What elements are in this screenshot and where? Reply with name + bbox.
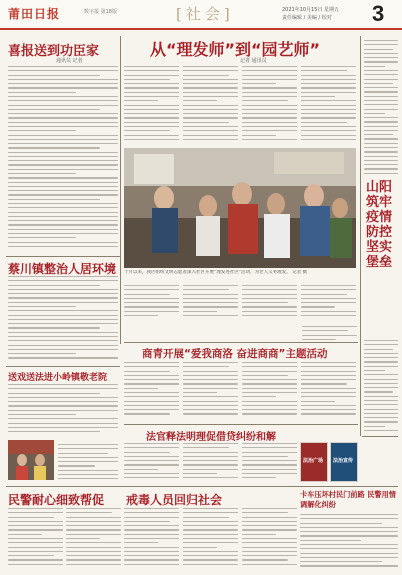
article-1-headline: 喜报送到功臣家 [8, 44, 100, 59]
vertical-article-body-bottom [364, 340, 398, 436]
article-5-body-col-4 [301, 362, 356, 422]
section-title: [社会] [176, 5, 234, 23]
main-photo [124, 148, 356, 268]
photo-caption-credit: 记者 摄 [292, 270, 308, 275]
article-6-headline: 法官释法明理促借贷纠纷和解 [146, 432, 276, 443]
masthead-subtitle: 数字报 第18版 [84, 9, 117, 15]
article-2-subhead: 记者 通讯员 [240, 58, 267, 64]
photo-haircut-scene [124, 148, 356, 268]
article-4-photo [8, 440, 54, 480]
article-3-headline: 蔡川镇整治人居环境 [8, 262, 117, 276]
article-9-body-col-3 [242, 508, 297, 570]
editor-credit: 责任编辑 / 美编 / 校对 [282, 15, 332, 21]
article-9-headline: 戒毒人员回归社会 [126, 493, 223, 507]
vertical-headline: 山阳筑牢疫情防控坚实堡垒 [365, 180, 392, 270]
article-7-block [300, 490, 398, 572]
article-4-body-2 [58, 444, 118, 484]
article-1-body [8, 66, 118, 254]
section-divider [362, 436, 398, 437]
article-2-body-col-1 [124, 66, 179, 146]
section-divider [6, 256, 120, 257]
main-photo-caption [124, 270, 356, 284]
article-5-body-col-1 [124, 362, 179, 422]
ad-banner-2 [330, 442, 358, 482]
article-2-body-col-7 [242, 285, 297, 323]
ad-banner-2-text: 法治宣传 [333, 458, 354, 464]
article-6-body-col-1 [124, 443, 179, 485]
page-number: 3 [372, 1, 385, 26]
ad-banner-1 [300, 442, 328, 482]
newspaper-logo: 莆田日报 [8, 7, 61, 21]
article-2-body-col-8 [301, 285, 356, 323]
article-5-headline: 商青开展“爱我商洛 奋进商商”主题活动 [142, 348, 328, 360]
article-2-body-col-6 [183, 285, 238, 323]
column-rule [120, 36, 121, 344]
article-6-body-col-2 [183, 443, 238, 485]
article-8-body-col-1 [8, 508, 63, 570]
article-1-byline: 通讯员 记者 [56, 58, 83, 64]
article-9-body-col-1 [124, 508, 179, 570]
vertical-article-body-top [364, 40, 398, 175]
section-divider [6, 366, 120, 367]
ad-banner-1-text: 法治广场 [303, 458, 324, 464]
section-divider [124, 424, 358, 425]
article-2-body-col-3 [242, 66, 297, 146]
article-5-body-col-3 [242, 362, 297, 422]
article-5-body-col-2 [183, 362, 238, 422]
photo-caption-text: 十月以来，我区组织文明志愿者深入社区开展“理发进社区”活动，为老人义务理发。 [124, 270, 291, 275]
article-2-headline: 从“理发师”到“园艺师” [150, 40, 321, 59]
section-divider [6, 486, 398, 487]
article-4-body [8, 384, 118, 440]
article-4-headline: 送戏送法进小岭镇敬老院 [8, 373, 108, 383]
masthead [0, 0, 402, 30]
article-3-body [8, 276, 118, 364]
article-7-headline: 卡车压坏村民门前路 民警用情调解化纠纷 [300, 490, 396, 509]
article-8-body-col-2 [66, 508, 121, 570]
article-2-body-col-5 [124, 285, 179, 323]
column-rule [360, 36, 361, 436]
article-2-body-col-4 [301, 66, 356, 146]
article-6-body-col-3 [242, 443, 297, 485]
masthead-date [282, 6, 339, 22]
article-9-body-col-2 [183, 508, 238, 570]
section-divider [124, 342, 358, 343]
photo-opera-performance [8, 440, 54, 480]
issue-date: 2021年10月15日 星期五 [282, 7, 340, 13]
article-2-body-col-2 [183, 66, 238, 146]
article-8-headline: 民警耐心细致帮促 [8, 493, 105, 507]
